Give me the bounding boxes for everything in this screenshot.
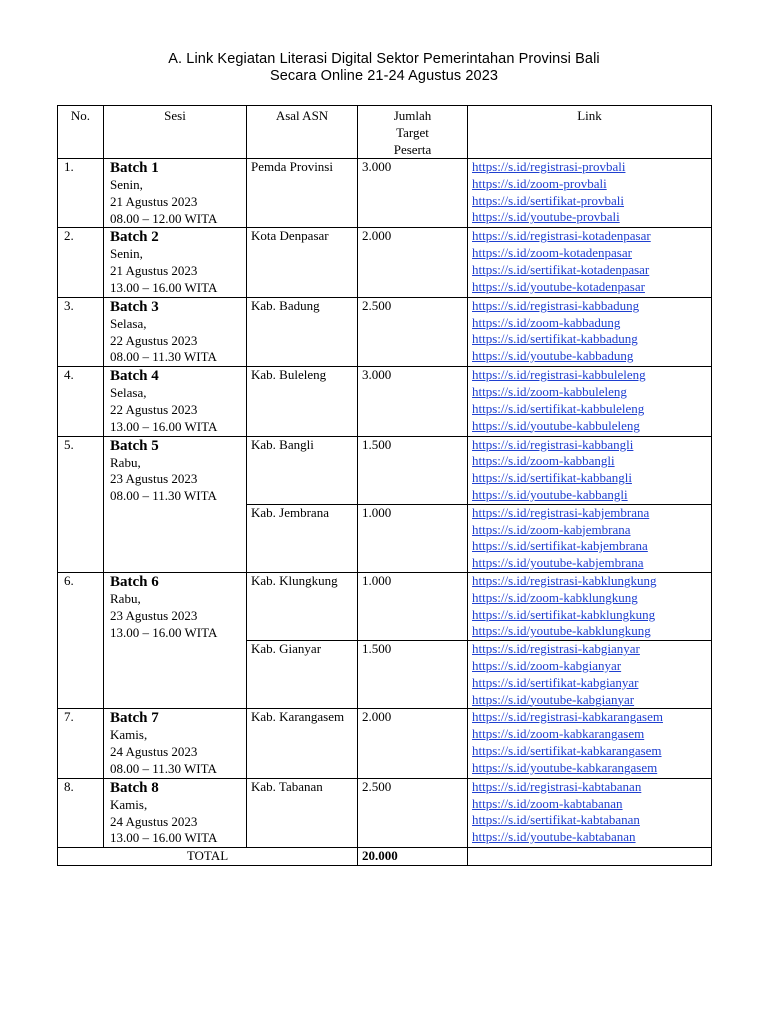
session-day: Selasa, xyxy=(110,315,147,331)
session-cell xyxy=(104,436,247,572)
session-time: 13.00 – 16.00 WITA xyxy=(110,624,218,640)
table-row xyxy=(58,436,712,504)
asal-asn: Pemda Provinsi xyxy=(247,159,358,228)
link-item[interactable]: https://s.id/sertifikat-kabbadung xyxy=(472,331,638,347)
target-peserta: 1.000 xyxy=(358,572,468,640)
link-item[interactable]: https://s.id/sertifikat-kabbuleleng xyxy=(472,400,645,416)
row-number: 7. xyxy=(58,709,104,778)
session-time: 08.00 – 11.30 WITA xyxy=(110,488,217,504)
link-item[interactable]: https://s.id/youtube-kabgianyar xyxy=(472,691,635,707)
session-time: 13.00 – 16.00 WITA xyxy=(110,418,218,434)
target-peserta: 2.500 xyxy=(358,778,468,847)
session-date: 21 Agustus 2023 xyxy=(110,263,198,279)
link-item[interactable]: https://s.id/registrasi-kabtabanan xyxy=(472,778,642,794)
link-item[interactable]: https://s.id/registrasi-kabjembrana xyxy=(472,504,650,520)
link-item[interactable]: https://s.id/youtube-kabjembrana xyxy=(472,555,644,571)
session-date: 23 Agustus 2023 xyxy=(110,607,198,623)
session-cell xyxy=(104,572,247,708)
link-item[interactable]: https://s.id/sertifikat-kabkarangasem xyxy=(472,742,662,758)
header-link: Link xyxy=(468,106,712,159)
session-date: 23 Agustus 2023 xyxy=(110,471,198,487)
link-item[interactable]: https://s.id/sertifikat-kotadenpasar xyxy=(472,261,650,277)
batch-name: Batch 2 xyxy=(110,229,159,246)
table-row xyxy=(58,367,712,436)
link-item[interactable]: https://s.id/zoom-kabbadung xyxy=(472,314,621,330)
link-item[interactable]: https://s.id/sertifikat-kabjembrana xyxy=(472,538,648,554)
batch-name: Batch 6 xyxy=(110,573,159,590)
link-cell xyxy=(468,159,712,228)
target-peserta: 1.500 xyxy=(358,641,468,709)
session-cell xyxy=(104,709,247,778)
session-date: 22 Agustus 2023 xyxy=(110,332,198,348)
table-row xyxy=(58,572,712,640)
target-peserta: 2.000 xyxy=(358,228,468,297)
session-date: 24 Agustus 2023 xyxy=(110,813,198,829)
batch-name: Batch 8 xyxy=(110,779,159,796)
session-date: 22 Agustus 2023 xyxy=(110,401,198,417)
target-peserta: 1.000 xyxy=(358,504,468,572)
row-number: 3. xyxy=(58,297,104,366)
total-label: TOTAL xyxy=(58,848,358,866)
session-time: 13.00 – 16.00 WITA xyxy=(110,279,218,295)
session-date: 24 Agustus 2023 xyxy=(110,744,198,760)
asal-asn: Kab. Gianyar xyxy=(247,641,358,709)
link-cell xyxy=(468,709,712,778)
target-peserta: 2.000 xyxy=(358,709,468,778)
link-item[interactable]: https://s.id/youtube-kabtabanan xyxy=(472,829,636,845)
session-cell xyxy=(104,159,247,228)
batch-name: Batch 4 xyxy=(110,368,159,385)
link-item[interactable]: https://s.id/registrasi-kotadenpasar xyxy=(472,228,651,244)
target-peserta: 3.000 xyxy=(358,367,468,436)
link-item[interactable]: https://s.id/youtube-kabklungkung xyxy=(472,623,651,639)
session-day: Rabu, xyxy=(110,590,141,606)
total-row xyxy=(58,848,712,866)
link-item[interactable]: https://s.id/zoom-provbali xyxy=(472,175,607,191)
link-item[interactable]: https://s.id/youtube-kotadenpasar xyxy=(472,278,645,294)
title-line-1: A. Link Kegiatan Literasi Digital Sektor Pemerintahan Provinsi Bali xyxy=(168,51,600,67)
row-number: 6. xyxy=(58,572,104,708)
link-cell xyxy=(468,436,712,504)
link-item[interactable]: https://s.id/sertifikat-kabbangli xyxy=(472,470,632,486)
link-cell xyxy=(468,367,712,436)
link-item[interactable]: https://s.id/zoom-kabklungkung xyxy=(472,589,638,605)
title-line-2: Secara Online 21-24 Agustus 2023 xyxy=(269,68,499,84)
link-cell xyxy=(468,641,712,709)
asal-asn: Kab. Bangli xyxy=(247,436,358,504)
total-link-cell xyxy=(468,848,712,866)
link-item[interactable]: https://s.id/registrasi-kabgianyar xyxy=(472,641,640,657)
link-item[interactable]: https://s.id/registrasi-kabbuleleng xyxy=(472,367,646,383)
link-item[interactable]: https://s.id/youtube-kabbangli xyxy=(472,486,628,502)
link-cell xyxy=(468,228,712,297)
asal-asn: Kab. Buleleng xyxy=(247,367,358,436)
batch-name: Batch 3 xyxy=(110,298,159,315)
link-item[interactable]: https://s.id/zoom-kabtabanan xyxy=(472,795,623,811)
link-item[interactable]: https://s.id/zoom-kotadenpasar xyxy=(472,245,632,261)
session-day: Selasa, xyxy=(110,385,147,401)
link-item[interactable]: https://s.id/registrasi-kabbadung xyxy=(472,297,640,313)
batch-name: Batch 7 xyxy=(110,710,159,727)
session-day: Senin, xyxy=(110,177,143,192)
session-date: 21 Agustus 2023 xyxy=(110,193,198,209)
asal-asn: Kab. Tabanan xyxy=(247,778,358,847)
session-time: 08.00 – 12.00 WITA xyxy=(110,210,218,226)
link-item[interactable]: https://s.id/registrasi-provbali xyxy=(472,159,626,174)
header-row xyxy=(58,106,712,159)
asal-asn: Kab. Karangasem xyxy=(247,709,358,778)
batch-name: Batch 1 xyxy=(110,160,159,176)
link-item[interactable]: https://s.id/youtube-kabkarangasem xyxy=(472,759,658,775)
link-item[interactable]: https://s.id/registrasi-kabkarangasem xyxy=(472,709,663,725)
batch-name: Batch 5 xyxy=(110,437,159,454)
header-jumlah: Jumlah Target Peserta xyxy=(358,106,468,159)
target-peserta: 2.500 xyxy=(358,297,468,366)
link-cell xyxy=(468,504,712,572)
link-item[interactable]: https://s.id/registrasi-kabklungkung xyxy=(472,572,657,588)
header-no: No. xyxy=(58,106,104,159)
row-number: 5. xyxy=(58,436,104,572)
row-number: 1. xyxy=(58,159,104,228)
row-number: 2. xyxy=(58,228,104,297)
asal-asn: Kab. Klungkung xyxy=(247,572,358,640)
session-time: 08.00 – 11.30 WITA xyxy=(110,349,217,365)
session-cell xyxy=(104,228,247,297)
header-asal: Asal ASN xyxy=(247,106,358,159)
session-cell xyxy=(104,778,247,847)
target-peserta: 1.500 xyxy=(358,436,468,504)
document-title xyxy=(0,51,768,85)
link-item[interactable]: https://s.id/zoom-kabgianyar xyxy=(472,657,622,673)
session-cell xyxy=(104,297,247,366)
link-cell xyxy=(468,572,712,640)
session-day: Kamis, xyxy=(110,727,148,743)
link-item[interactable]: https://s.id/zoom-kabkarangasem xyxy=(472,726,645,742)
link-cell xyxy=(468,778,712,847)
link-item[interactable]: https://s.id/youtube-kabbuleleng xyxy=(472,417,640,433)
session-day: Kamis, xyxy=(110,796,148,812)
table-row xyxy=(58,159,712,228)
schedule-table xyxy=(57,105,712,866)
session-time: 08.00 – 11.30 WITA xyxy=(110,760,217,776)
link-item[interactable]: https://s.id/sertifikat-kabgianyar xyxy=(472,674,639,690)
link-item[interactable]: https://s.id/youtube-provbali xyxy=(472,209,620,225)
link-item[interactable]: https://s.id/zoom-kabjembrana xyxy=(472,521,631,537)
link-item[interactable]: https://s.id/sertifikat-kabklungkung xyxy=(472,606,656,622)
asal-asn: Kab. Jembrana xyxy=(247,504,358,572)
table-row xyxy=(58,297,712,366)
session-day: Senin, xyxy=(110,246,143,262)
link-item[interactable]: https://s.id/zoom-kabbangli xyxy=(472,453,615,469)
link-item[interactable]: https://s.id/zoom-kabbuleleng xyxy=(472,383,627,399)
header-sesi: Sesi xyxy=(104,106,247,159)
session-day: Rabu, xyxy=(110,454,141,470)
table-row xyxy=(58,228,712,297)
asal-asn: Kab. Badung xyxy=(247,297,358,366)
table-row xyxy=(58,778,712,847)
link-item[interactable]: https://s.id/youtube-kabbadung xyxy=(472,348,634,364)
link-item[interactable]: https://s.id/registrasi-kabbangli xyxy=(472,436,634,452)
row-number: 4. xyxy=(58,367,104,436)
row-number: 8. xyxy=(58,778,104,847)
table-row xyxy=(58,709,712,778)
asal-asn: Kota Denpasar xyxy=(247,228,358,297)
link-item[interactable]: https://s.id/sertifikat-provbali xyxy=(472,192,625,208)
session-cell xyxy=(104,367,247,436)
table-body xyxy=(58,159,712,848)
link-cell xyxy=(468,297,712,366)
total-value: 20.000 xyxy=(358,848,468,866)
session-time: 13.00 – 16.00 WITA xyxy=(110,830,218,846)
link-item[interactable]: https://s.id/sertifikat-kabtabanan xyxy=(472,812,640,828)
target-peserta: 3.000 xyxy=(358,159,468,228)
